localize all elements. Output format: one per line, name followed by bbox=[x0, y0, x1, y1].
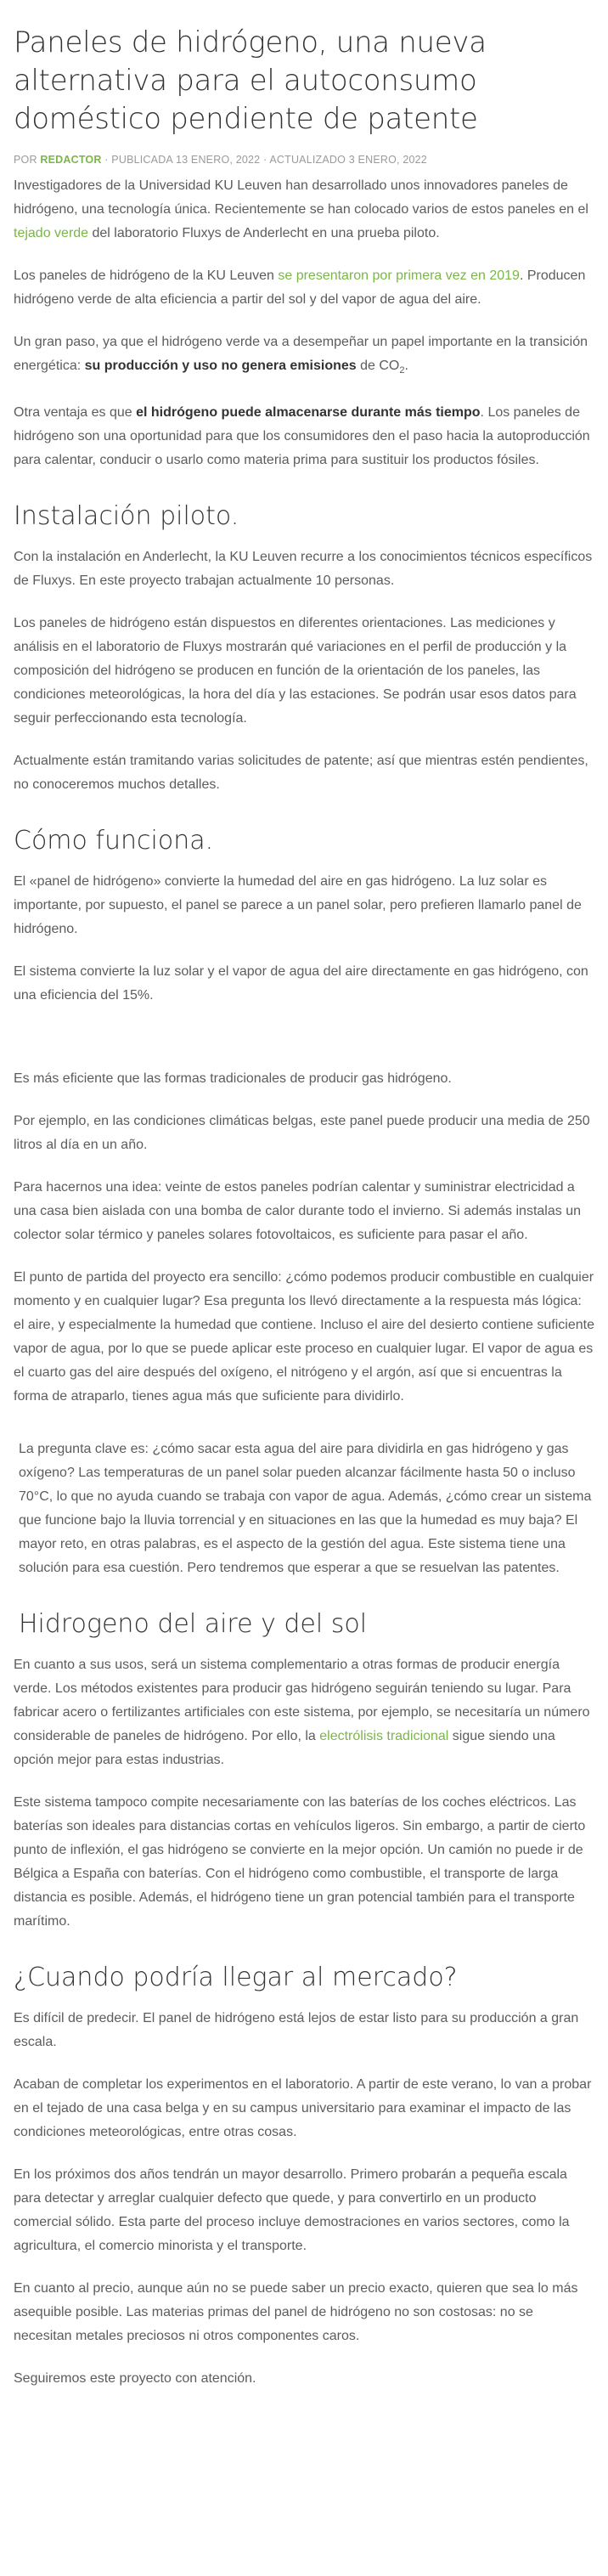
subscript: 2 bbox=[399, 365, 405, 376]
paragraph: Para hacernos una idea: veinte de estos paneles podrían calentar y suministrar electricidad a una casa bien aislada con una bomba de calor durante todo el invierno. Si además instalas un colector solar térmico y paneles solares fotovoltaicos, es suficiente para pasar el año. bbox=[14, 1180, 581, 1243]
presentation-2019-link[interactable]: se presentaron por primera vez en 2019 bbox=[278, 268, 520, 283]
section-heading-como-funciona: Cómo funciona. bbox=[14, 826, 214, 856]
text: de CO bbox=[356, 359, 400, 373]
text: Investigadores de la Universidad KU Leuven han desarrollado unos innovadores paneles de hidrógeno, una tecnología única. Recientemente se han colocado varios de estos paneles en el bbox=[14, 178, 588, 217]
text: . Producen hidrógeno verde de alta eficiencia a partir del sol y del vapor de agua del aire. bbox=[14, 268, 586, 307]
text: Los paneles de hidrógeno de la KU Leuven bbox=[14, 268, 279, 283]
article-title: Paneles de hidrógeno, una nueva alternativa para el autoconsumo doméstico pendiente de patente bbox=[14, 25, 487, 136]
paragraph bbox=[14, 1653, 594, 1772]
paragraph: Actualmente están tramitando varias solicitudes de patente; así que mientras estén pendientes, no conoceremos muchos detalles. bbox=[14, 754, 588, 793]
bold-text: el hidrógeno puede almacenarse durante más tiempo bbox=[136, 405, 481, 421]
section-heading-hidrogeno: Hidrogeno del aire y del sol bbox=[19, 1609, 368, 1640]
text: . bbox=[404, 359, 408, 373]
text: . Los paneles de hidrógeno son una oportunidad para que los consumidores den el paso hacia la autoproducción para calentar, conducir o usarlo como materia prima para sustituir los productos fósiles. bbox=[14, 405, 590, 468]
text: del laboratorio Fluxys de Anderlecht en una prueba piloto. bbox=[88, 226, 440, 240]
meta-by: POR bbox=[14, 154, 37, 166]
article-meta bbox=[14, 154, 594, 166]
text: sigue siendo una opción mejor para estas industrias. bbox=[14, 1729, 555, 1768]
paragraph: En cuanto al precio, aunque aún no se puede saber un precio exacto, quieren que sea lo más asequible posible. Las materias primas del panel de hidrógeno no son costosas: no se necesitan metales preciosos ni otros componentes caros. bbox=[14, 2281, 578, 2344]
spacer bbox=[14, 1008, 594, 1048]
bold-text: su producción y uso no genera emisiones bbox=[84, 359, 357, 373]
paragraph: El punto de partida del proyecto era sencillo: ¿cómo podemos producir combustible en cualquier momento y en cualquier lugar? Esa pregunta los llevó directamente a la respuesta más lógica: el aire, y especialmente la humedad que contiene. Incluso el aire del desierto contiene suficiente vapor de agua, por lo que se puede aplicar este proceso en cualquier lugar. El vapor de agua es el cuarto gas del aire después del oxígeno, el nitrógeno y el argón, así que si encuentras la forma de atraparlo, tienes agua más que suficiente para dividirlo. bbox=[14, 1270, 594, 1404]
paragraph bbox=[14, 264, 594, 312]
paragraph bbox=[14, 401, 594, 472]
paragraph: El sistema convierte la luz solar y el vapor de agua del aire directamente en gas hidrógeno, con una eficiencia del 15%. bbox=[14, 964, 588, 1003]
paragraph: Es difícil de predecir. El panel de hidrógeno está lejos de estar listo para su producción a gran escala. bbox=[14, 2011, 579, 2050]
meta-dates: · PUBLICADA 13 ENERO, 2022 · ACTUALIZADO 3 ENERO, 2022 bbox=[101, 154, 427, 166]
paragraph bbox=[14, 330, 594, 382]
author-link[interactable]: REDACTOR bbox=[40, 154, 102, 166]
text: En cuanto a sus usos, será un sistema complementario a otras formas de producir energía verde. Los métodos existentes para producir gas hidrógeno seguirán teniendo su lugar. Para fabricar acero o fertilizantes artificiales con este sistema, por ejemplo, se necesitaría un número considerable de paneles de hidrógeno. Por ello, la bbox=[14, 1658, 590, 1744]
electrolisis-link[interactable]: electrólisis tradicional bbox=[319, 1729, 449, 1744]
section-heading-mercado: ¿Cuando podría llegar al mercado? bbox=[14, 1963, 458, 1993]
paragraph: El «panel de hidrógeno» convierte la humedad del aire en gas hidrógeno. La luz solar es importante, por supuesto, el panel se parece a un panel solar, pero prefieren llamarlo panel de hidrógeno. bbox=[14, 874, 582, 937]
paragraph: Es más eficiente que las formas tradicionales de producir gas hidrógeno. bbox=[14, 1071, 452, 1087]
text: Otra ventaja es que bbox=[14, 405, 137, 421]
paragraph: La pregunta clave es: ¿cómo sacar esta agua del aire para dividirla en gas hidrógeno y gas oxígeno? Las temperaturas de un panel solar pueden alcanzar fácilmente hasta 50 o incluso 70°C, lo que no ayuda cuando se trabaja con vapor de agua. Además, ¿cómo crear un sistema que funcione bajo la lluvia torrencial y en situaciones en las que la humedad es muy baja? El mayor reto, en otras palabras, es el aspecto de la gestión del agua. Este sistema tiene una solución para esa cuestión. Pero tendremos que esperar a que se resuelvan las patentes. bbox=[19, 1442, 592, 1576]
paragraph: Este sistema tampoco compite necesariamente con las baterías de los coches eléctricos. Las baterías son ideales para distancias cortas en vehículos ligeros. Sin embargo, a partir de cierto punto de inflexión, el gas hidrógeno se convierte en la mejor opción. Un camión no puede ir de Bélgica a España con baterías. Con el hidrógeno como combustible, el transporte de larga distancia es posible. Además, el hidrógeno tiene un gran potencial también para el transporte marítimo. bbox=[14, 1795, 586, 1929]
paragraph: En los próximos dos años tendrán un mayor desarrollo. Primero probarán a pequeña escala para detectar y arreglar cualquier defecto que quede, y para convertirlo en un producto comercial sólido. Esta parte del proceso incluye demostraciones en varios sectores, como la agricultura, el comercio minorista y el transporte. bbox=[14, 2167, 570, 2254]
paragraph: Por ejemplo, en las condiciones climáticas belgas, este panel puede producir una media de 250 litros al día en un año. bbox=[14, 1114, 590, 1153]
paragraph: Acaban de completar los experimentos en el laboratorio. A partir de este verano, lo van a probar en el tejado de una casa belga y en su campus universitario para examinar el impacto de las condiciones meteorológicas, entre otras cosas. bbox=[14, 2077, 592, 2140]
section-heading-instalacion: Instalación piloto. bbox=[14, 501, 239, 532]
text: Un gran paso, ya que el hidrógeno verde va a desempeñar un papel importante en la transición energética: bbox=[14, 335, 588, 373]
tejado-verde-link[interactable]: tejado verde bbox=[14, 226, 89, 240]
paragraph: Seguiremos este proyecto con atención. bbox=[14, 2371, 256, 2387]
paragraph: Los paneles de hidrógeno están dispuestos en diferentes orientaciones. Las mediciones y análisis en el laboratorio de Fluxys mostrarán qué variaciones en el perfil de producción y la composición del hidrógeno se producen en función de la orientación de los paneles, las condiciones meteorológicas, la hora del día y las estaciones. Se podrán usar esos datos para seguir perfeccionando esta tecnología. bbox=[14, 616, 577, 726]
paragraph bbox=[14, 174, 594, 246]
paragraph: Con la instalación en Anderlecht, la KU Leuven recurre a los conocimientos técnicos específicos de Fluxys. En este proyecto trabajan actualmente 10 personas. bbox=[14, 550, 593, 589]
